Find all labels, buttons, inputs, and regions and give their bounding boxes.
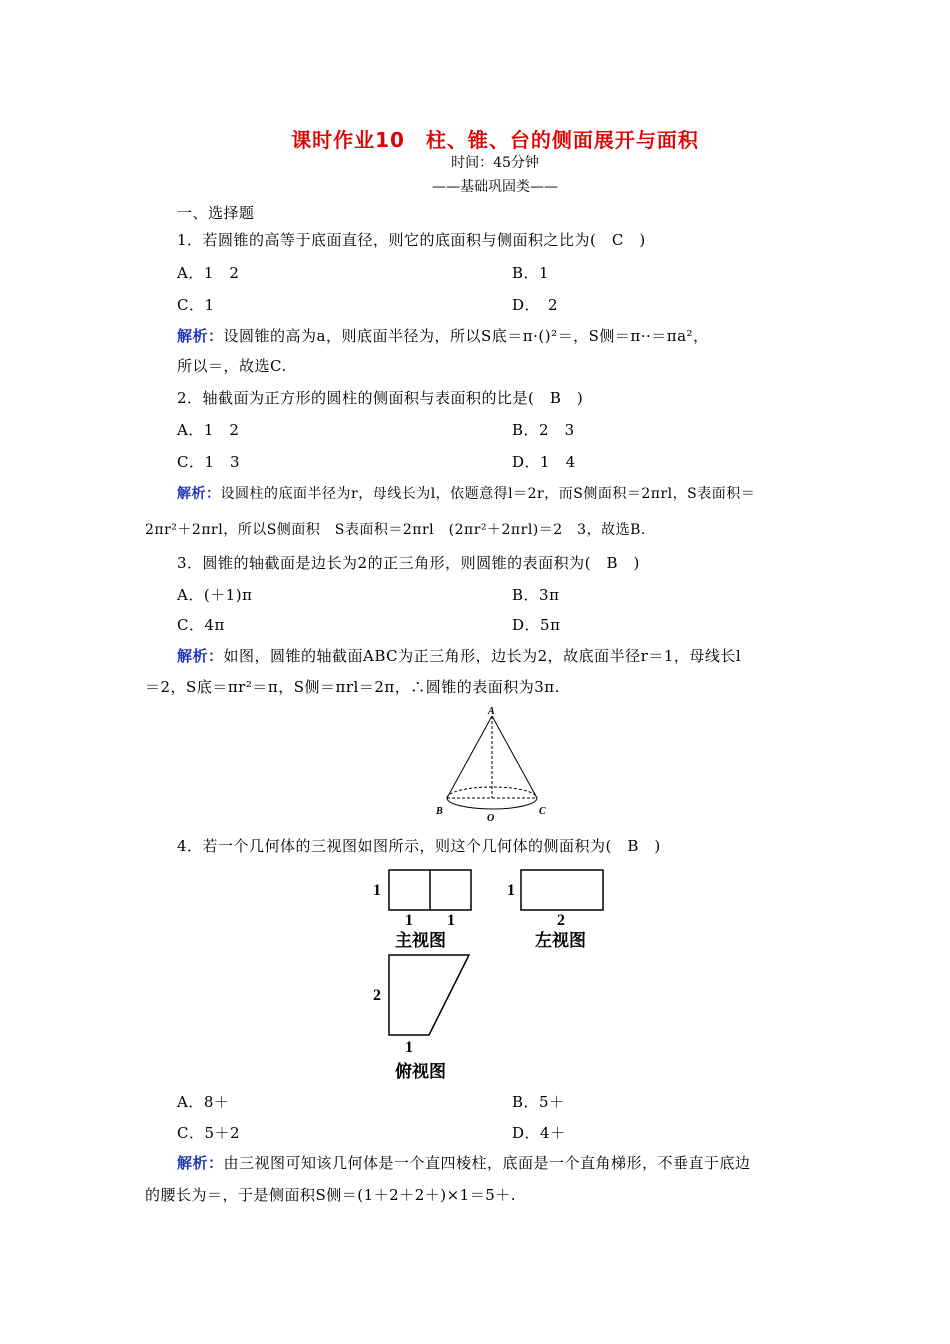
front-view-caption: 主视图 [395, 931, 446, 950]
top-view-width-label: 1 [405, 1039, 413, 1056]
q3-option-b: B．3π [512, 586, 560, 604]
q1-stem: 1．若圆锥的高等于底面直径，则它的底面积与侧面积之比为( C ) [177, 231, 646, 249]
q4-solution-label: 解析： [177, 1154, 224, 1172]
side-view-width-label: 2 [557, 912, 565, 929]
side-view-height-label: 1 [507, 882, 515, 899]
q2-option-c: C．1 3 [177, 453, 241, 471]
top-view-caption: 俯视图 [395, 1062, 446, 1081]
front-view-width-label-left: 1 [405, 912, 413, 929]
cone-label-c: C [539, 806, 546, 817]
q1-option-d: D． 2 [512, 296, 559, 314]
page-title: 课时作业10 柱、锥、台的侧面展开与面积 [291, 128, 699, 152]
q4-option-c: C．5＋2 [177, 1124, 241, 1142]
side-view-caption: 左视图 [535, 931, 586, 950]
q1-option-b: B．1 [512, 264, 550, 282]
q1-solution-line2: 所以＝，故选C. [177, 357, 287, 375]
front-view-height-label: 1 [373, 882, 381, 899]
q4-solution-line1: 解析：由三视图可知该几何体是一个直四棱柱，底面是一个直角梯形，不垂直于底边 [177, 1154, 751, 1172]
q4-solution-line2: 的腰长为＝，于是侧面积S侧＝(1＋2＋2＋)×1＝5＋. [145, 1186, 517, 1204]
q4-option-a: A．8＋ [177, 1093, 230, 1111]
front-view-width-label-right: 1 [447, 912, 455, 929]
q1-option-a: A．1 2 [177, 264, 240, 282]
q2-solution-line1: 解析：设圆柱的底面半径为r，母线长为l，依题意得l＝2r，而S侧面积＝2πrl，S表面积＝ [177, 486, 756, 502]
three-view-figure [365, 862, 615, 1092]
category-heading: ——基础巩固类—— [432, 179, 558, 195]
cone-figure [430, 702, 555, 827]
top-view-height-label: 2 [373, 987, 381, 1004]
q2-stem: 2．轴截面为正方形的圆柱的侧面积与表面积的比是( B ) [177, 389, 584, 407]
section-heading: 一、选择题 [177, 204, 255, 222]
q3-option-d: D．5π [512, 616, 561, 634]
q1-solution-line1: 解析：设圆锥的高为a，则底面半径为，所以S底＝π·()²＝，S侧＝π··＝πa²， [177, 327, 709, 345]
q3-option-c: C．4π [177, 616, 225, 634]
q2-solution-line2: 2πr²＋2πrl，所以S侧面积 S表面积＝2πrl (2πr²＋2πrl)＝2 3，故选B. [145, 522, 646, 538]
q3-solution-line1: 解析：如图，圆锥的轴截面ABC为正三角形，边长为2，故底面半径r＝1，母线长l [177, 647, 742, 665]
q3-stem: 3．圆锥的轴截面是边长为2的正三角形，则圆锥的表面积为( B ) [177, 554, 640, 572]
cone-label-b: B [436, 806, 443, 817]
q2-solution-label: 解析： [177, 486, 221, 502]
q2-option-a: A．1 2 [177, 421, 240, 439]
cone-label-o: O [487, 813, 495, 824]
q2-option-b: B．2 3 [512, 421, 575, 439]
q4-stem: 4．若一个几何体的三视图如图所示，则这个几何体的侧面积为( B ) [177, 837, 661, 855]
cone-label-a: A [488, 706, 495, 717]
q3-solution-label: 解析： [177, 647, 224, 665]
q4-option-b: B．5＋ [512, 1093, 565, 1111]
time-limit: 时间：45分钟 [451, 155, 539, 171]
q3-option-a: A．(＋1)π [177, 586, 253, 604]
q1-option-c: C．1 [177, 296, 215, 314]
q3-solution-line2: ＝2，S底＝πr²＝π，S侧＝πrl＝2π，∴圆锥的表面积为3π. [145, 678, 560, 696]
q1-solution-label: 解析： [177, 327, 224, 345]
q2-option-d: D．1 4 [512, 453, 576, 471]
q4-option-d: D．4＋ [512, 1124, 566, 1142]
